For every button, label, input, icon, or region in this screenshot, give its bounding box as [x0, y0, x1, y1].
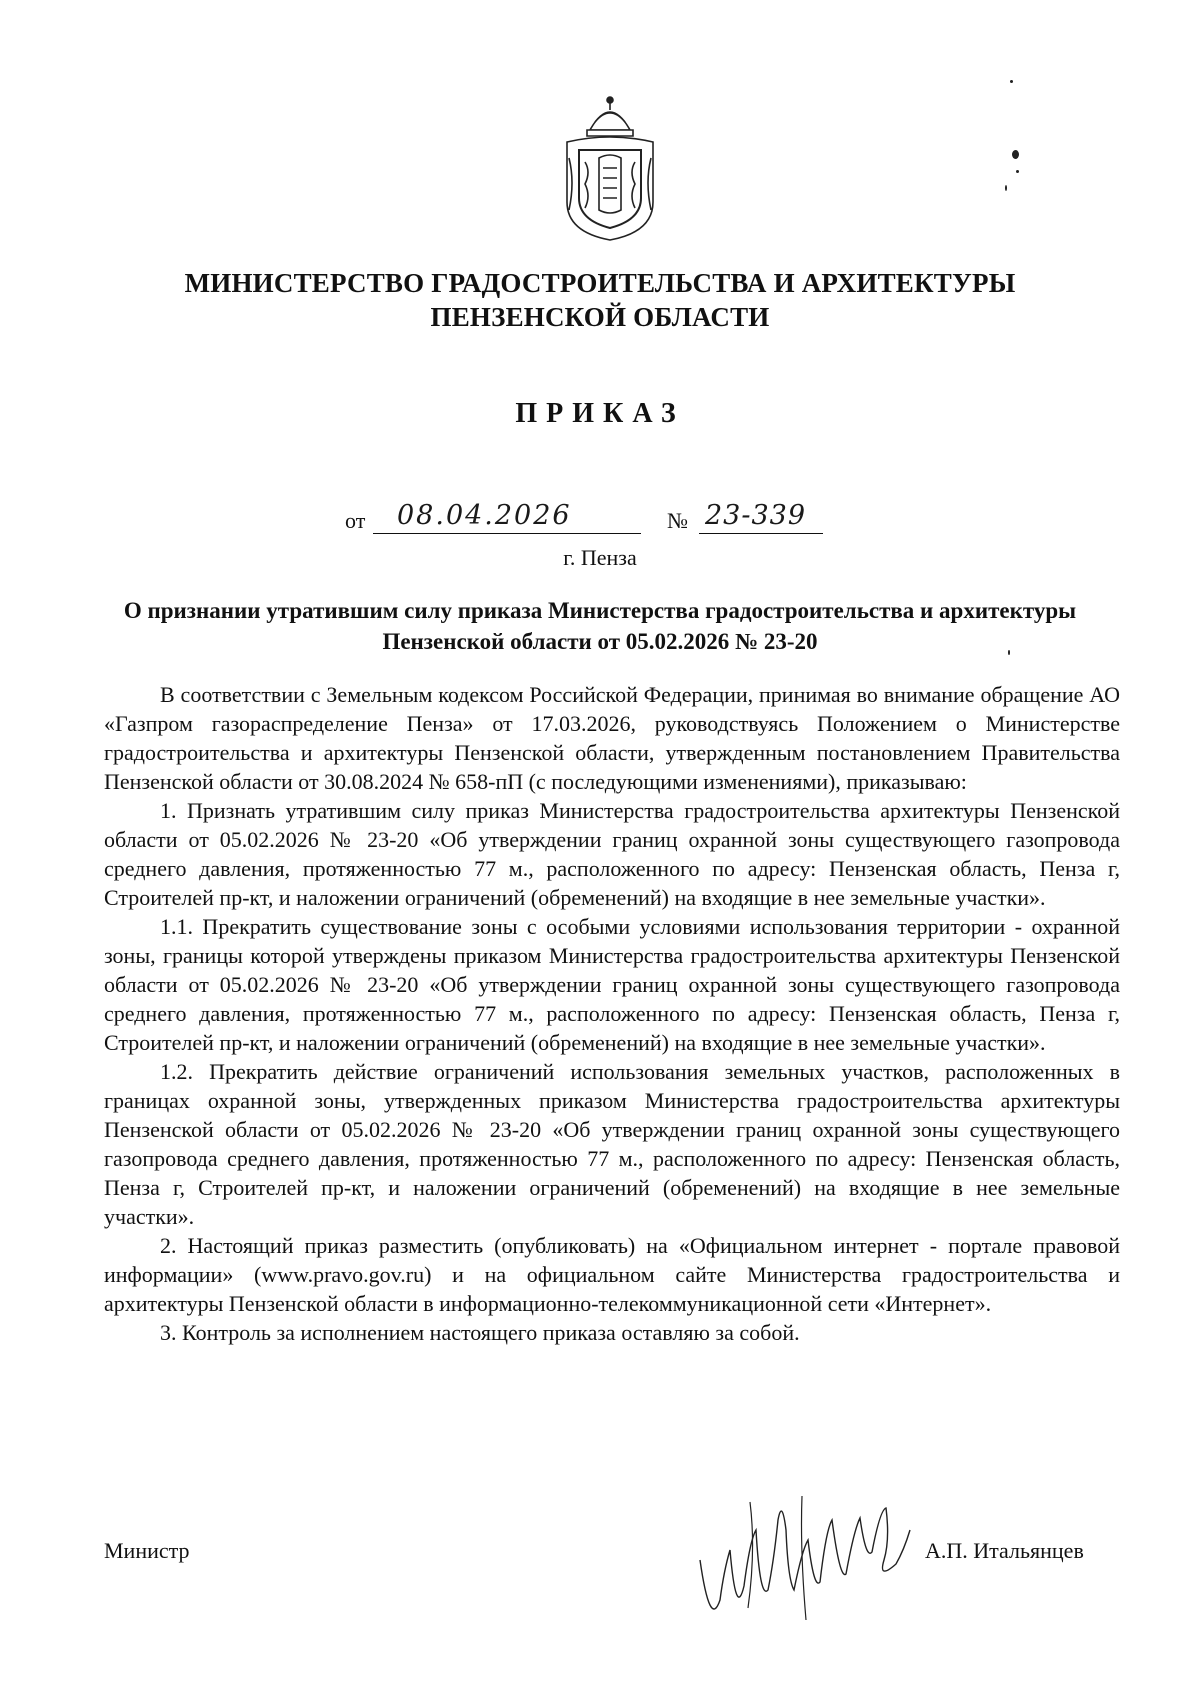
number-underline — [699, 533, 823, 534]
scan-speck — [1010, 80, 1013, 83]
paragraph-item-2: 2. Настоящий приказ разместить (опубликовать) на «Официальном интернет - портале правовой информации» (www.pravo.gov.ru) и на официальном сайте Министерства градостроительства и архитектуры Пензенской области в информационно-телекоммуникационной сети «Интернет». — [104, 1233, 1120, 1316]
paragraph-item-1-2: 1.2. Прекратить действие ограничений использования земельных участков, расположенных в границах охранной зоны, утвержденных приказом Министерства градостроительства архитектуры Пензенской области от 05.02.2026 № 23-20 «Об утверждении границ охранной зоны существующего газопровода среднего давления, протяженностью 77 м., расположенного по адресу: Пензенская область, Пенза г, Строителей пр-кт, и наложении ограничений (обременений) на входящие в нее земельные участки». — [104, 1059, 1120, 1229]
date-underline — [373, 533, 641, 534]
city: г. Пенза — [563, 545, 637, 570]
paragraph-preamble: В соответствии с Земельным кодексом Российской Федерации, принимая во внимание обращение АО «Газпром газораспределение Пенза» от 17.03.2026, руководствуясь Положением о Министерстве градостроительства и архитектуры Пензенской области, утвержденным постановлением Правительства Пензенской области от 30.08.2024 № 658-пП (с последующими изменениями), приказываю: — [104, 682, 1120, 794]
scan-speck — [1016, 170, 1019, 173]
handwritten-signature-icon — [690, 1490, 920, 1640]
date-label: от — [345, 508, 366, 533]
document-type-heading: ПРИКАЗ — [515, 398, 685, 429]
penza-region-coat-of-arms-icon — [555, 92, 665, 242]
ministry-name-line2: ПЕНЗЕНСКОЙ ОБЛАСТИ — [430, 302, 770, 332]
date-value: 08.04.2026 — [397, 500, 572, 531]
number-label: № — [667, 508, 688, 533]
document-body — [104, 680, 1120, 1347]
paragraph-item-1: 1. Признать утратившим силу приказ Министерства градостроительства архитектуры Пензенской области от 05.02.2026 № 23-20 «Об утверждении границ охранной зоны существующего газопровода среднего давления, протяженностью 77 м., расположенного по адресу: Пензенская область, Пенза г, Строителей пр-кт, и наложении ограничений (обременений) на входящие в нее земельные участки». — [104, 798, 1120, 910]
signatory-role: Министр — [104, 1538, 190, 1563]
paragraph-item-1-1: 1.1. Прекратить существование зоны с особыми условиями использования территории - охранной зоны, границы которой утверждены приказом Министерства градостроительства архитектуры Пензенской области от 05.02.2026 № 23-20 «Об утверждении границ охранной зоны существующего газопровода среднего давления, протяженностью 77 м., расположенного по адресу: Пензенская область, Пенза г, Строителей пр-кт, и наложении ограничений (обременений) на входящие в нее земельные участки». — [104, 914, 1120, 1055]
scan-speck — [1012, 150, 1019, 159]
ministry-name-line1: МИНИСТЕРСТВО ГРАДОСТРОИТЕЛЬСТВА И АРХИТЕКТУРЫ — [184, 268, 1016, 298]
number-value: 23-339 — [705, 500, 807, 531]
document-title: О признании утратившим силу приказа Министерства градостроительства и архитектуры Пензенской области от 05.02.2026 № 23-20 — [123, 598, 1077, 654]
paragraph-item-3: 3. Контроль за исполнением настоящего приказа оставляю за собой. — [160, 1320, 800, 1345]
scan-speck — [1008, 650, 1010, 655]
scan-speck — [1005, 185, 1007, 191]
signatory-name: А.П. Итальянцев — [925, 1538, 1084, 1563]
